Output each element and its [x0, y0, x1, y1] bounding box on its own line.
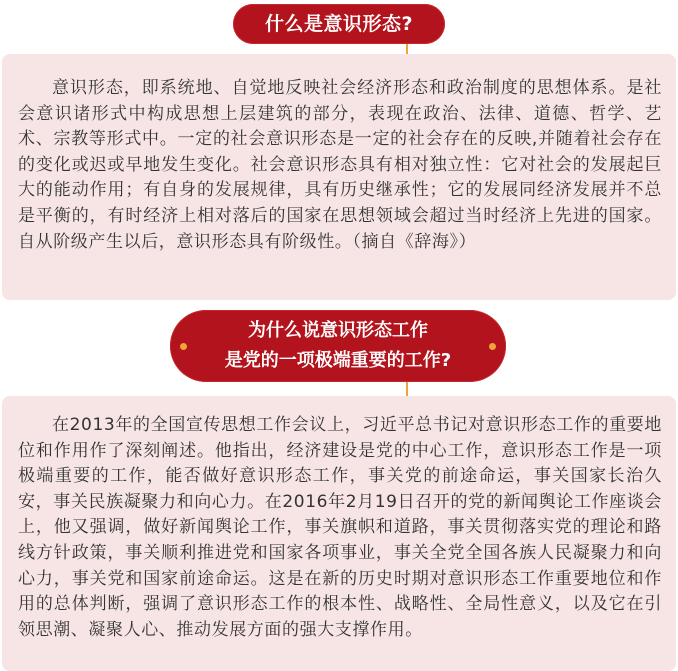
- section1-panel: [2, 54, 676, 300]
- section1-title-pill: [233, 4, 445, 44]
- section2-right-dot: [489, 343, 496, 350]
- section2-left-dot: [180, 343, 187, 350]
- section2-title-line1: 为什么说意识形态工作: [248, 320, 428, 341]
- section1-title: 什么是意识形态?: [264, 13, 414, 35]
- section2-body: 在2013年的全国宣传思想工作会议上，习近平总书记对意识形态工作的重要地位和作用作了深刻阐述。他指出，经济建设是党的中心工作，意识形态工作是一项极端重要的工作，能否做好意识形态工作，事关党的前途命运，事关国家长治久安，事关民族凝聚力和向心力。在2016年2月19日召开的党的新闻舆论工作座谈会上，他又强调，做好新闻舆论工作，事关旗帜和道路，事关贯彻落实党的理论和路线方针政策，事关顺利推进党和国家各项事业，事关全党全国各族人民凝聚力和向心力，事关党和国家前途命运。这是在新的历史时期对意识形态工作重要地位和作用的总体判断，强调了意识形态工作的根本性、战略性、全局性意义，以及它在引领思潮、凝聚人心、推动发展方面的强大支撑作用。: [18, 415, 662, 640]
- section1-body: 意识形态，即系统地、自觉地反映社会经济形态和政治制度的思想体系。是社会意识诸形式中构成思想上层建筑的部分，表现在政治、法律、道德、哲学、艺术、宗教等形式中。一定的社会意识形态是一定的社会存在的反映,并随着社会存在的变化或迟或早地发生变化。社会意识形态具有相对独立性：它对社会的发展起巨大的能动作用；有自身的发展规律，具有历史继承性；它的发展同经济发展并不总是平衡的，有时经济上相对落后的国家在思想领域会超过当时经济上先进的国家。自从阶级产生以后，意识形态具有阶级性。（摘自《辞海》）: [18, 78, 662, 252]
- section2-panel: [2, 396, 676, 671]
- section2-title-line2: 是党的一项极端重要的工作?: [224, 350, 452, 371]
- section2-title-pill: [170, 310, 506, 382]
